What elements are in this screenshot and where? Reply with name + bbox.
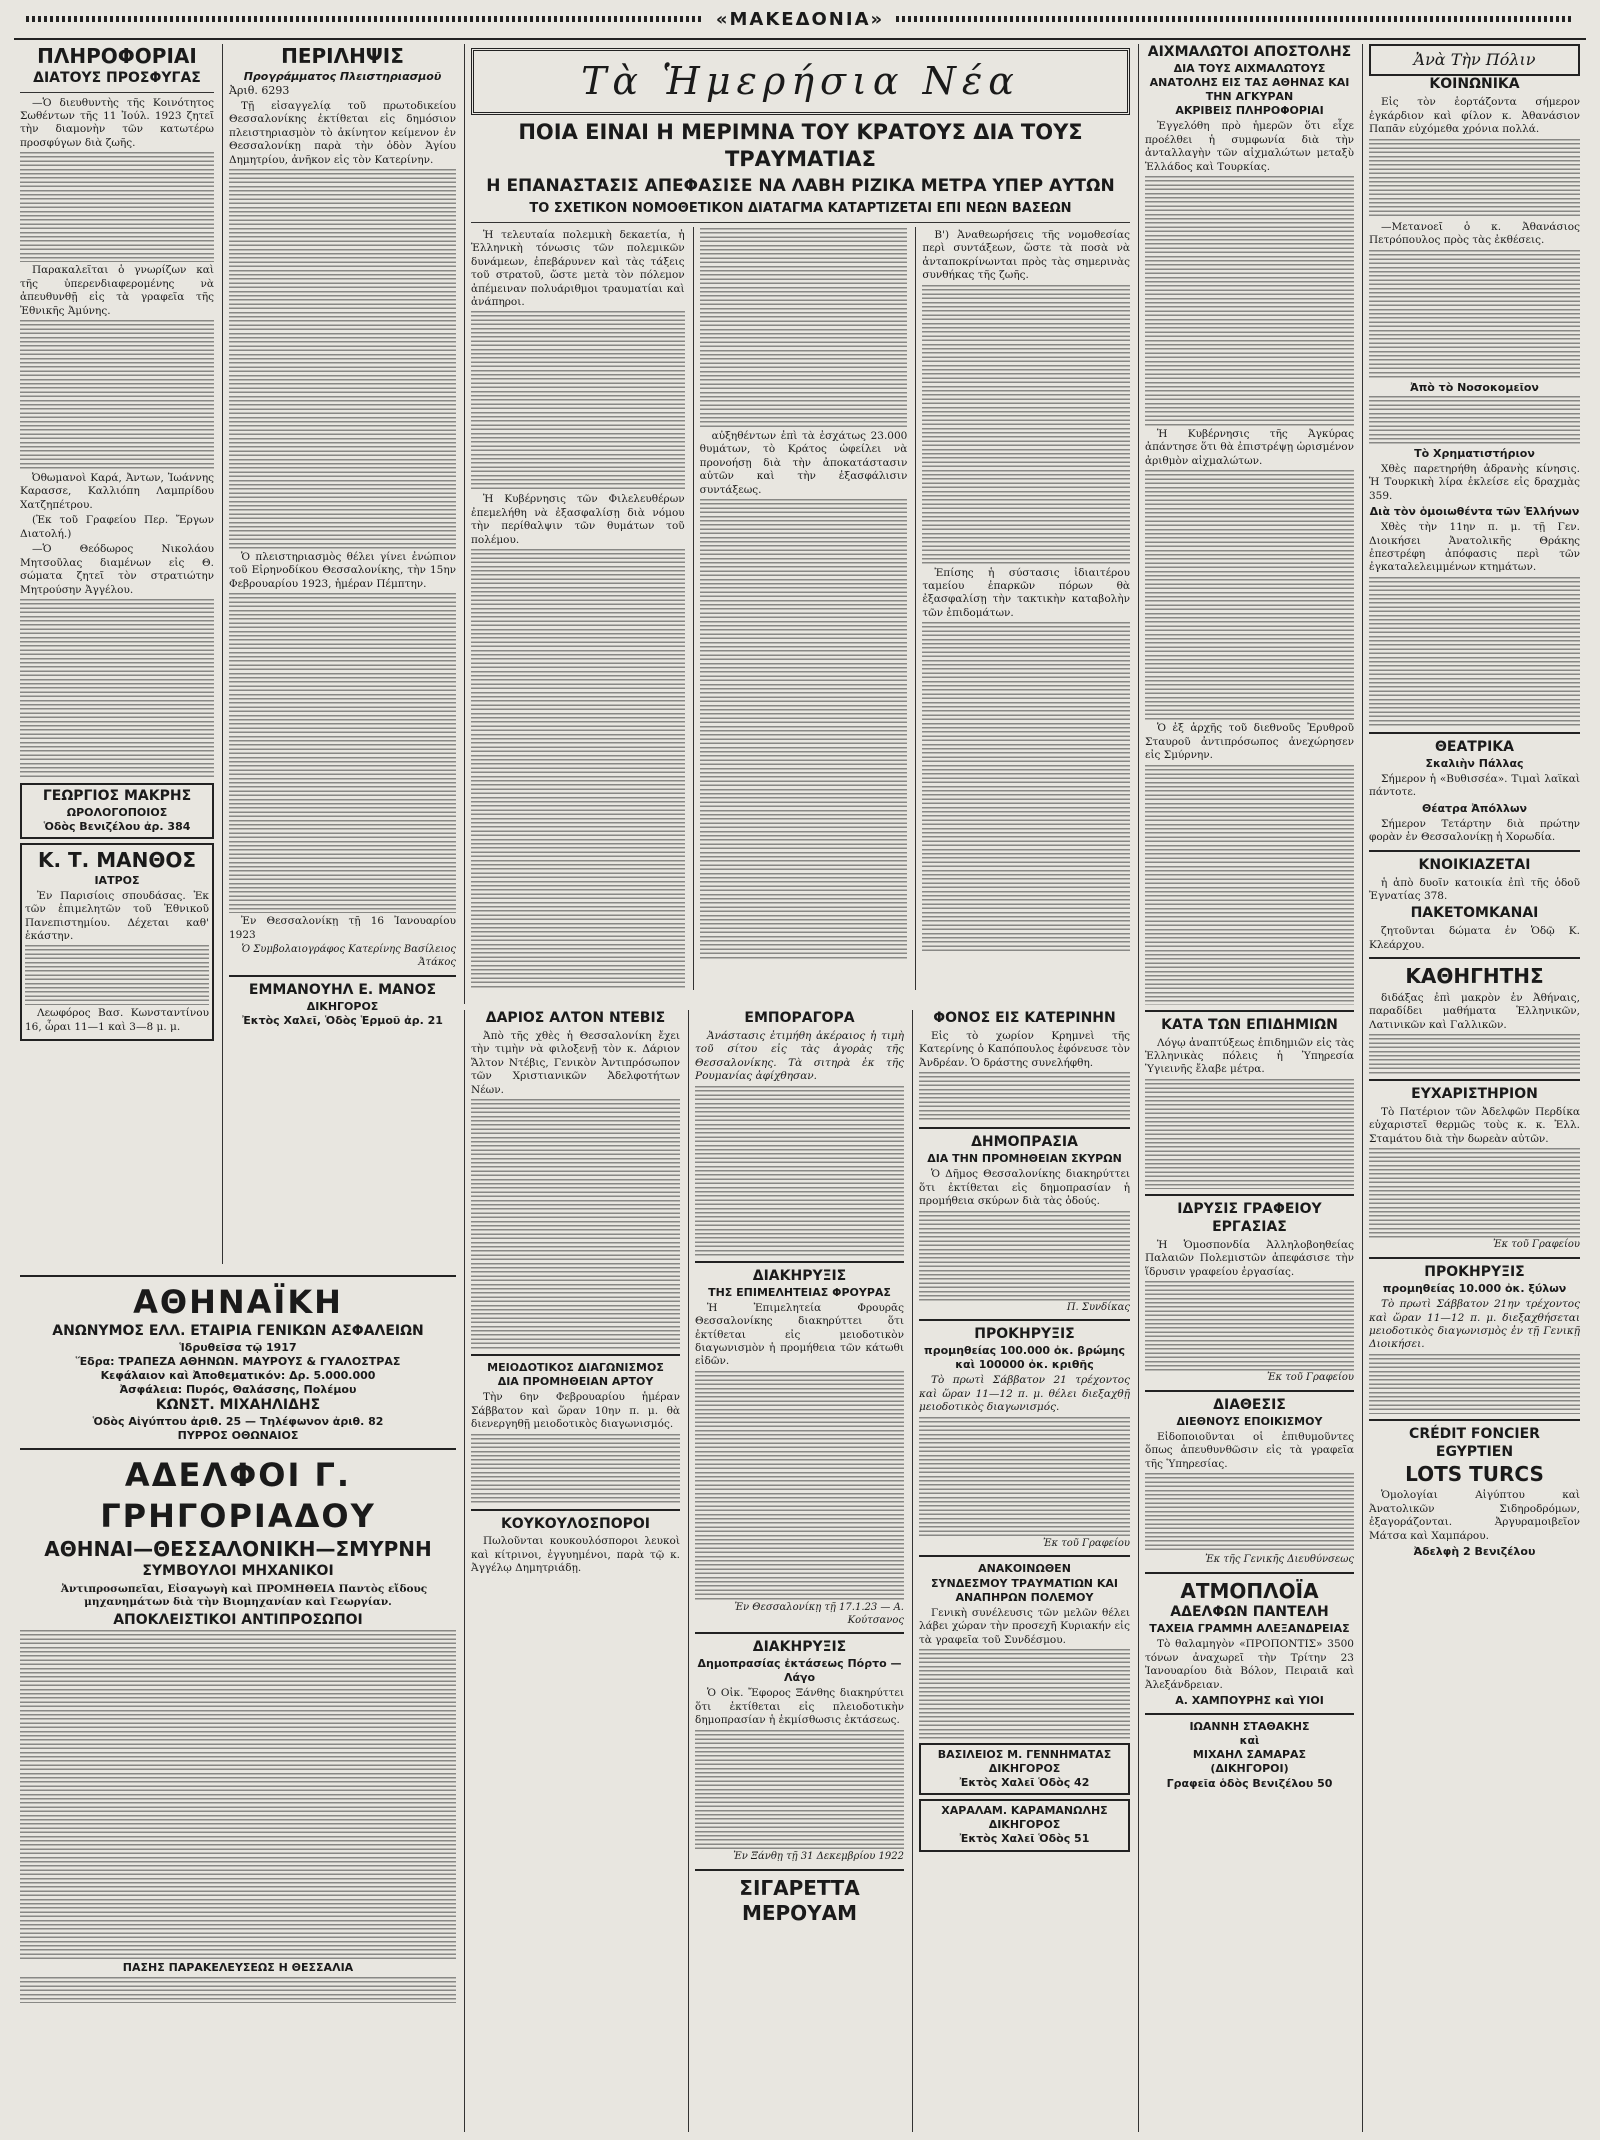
porto-lago-signature: Ἐν Ξάνθῃ τῇ 31 Δεκεμβρίου 1922 <box>733 1850 904 1862</box>
prisoners-subheading: ΔΙΑ ΤΟΥΣ ΑΙΧΜΑΛΩΤΟΥΣ ΑΝΑΤΟΛΗΣ ΕΙΣ ΤΑΣ ΑΘΗΝΑΣ ΚΑΙ ΤΗΝ ΑΓΚΥΡΑΝ <box>1149 61 1350 104</box>
wood-notice-amount: προμηθείας 10.000 ὀκ. ξύλων <box>1382 1282 1567 1296</box>
gravel-auction-signature: Π. Συνδίκας <box>1066 1301 1130 1313</box>
garrison-tender-heading: ΔΙΑΚΗΡΥΞΙΣ <box>752 1267 847 1284</box>
manthos-profession: ΙΑΤΡΟΣ <box>94 873 140 887</box>
theatre-1-name: Σκαλιὴν Πάλλας <box>1425 756 1524 770</box>
settlement-subheading: ΔΙΕΘΝΟΥΣ ΕΠΟΙΚΙΣΜΟΥ <box>1176 1414 1323 1428</box>
oats-notice-amount: προμηθείας 100.000 ὀκ. βρώμης καὶ 100000 ὀκ. κριθῆς <box>924 1344 1125 1372</box>
credit-foncier-address: Ἀδελφὴ 2 Βενιζέλου <box>1413 1545 1536 1559</box>
column-refugees <box>14 44 220 1264</box>
bread-tender-text: Τὴν 6ην Φεβρουαρίου ἡμέραν Σάββατον καὶ ὥραν 10ην π. μ. θὰ διενεργηθῇ μειοδοτικὸς διαγωνισμός. <box>471 1391 680 1431</box>
epidemics-heading: ΚΑΤΑ ΤΩΝ ΕΠΙΔΗΜΙΩΝ <box>1161 1016 1338 1033</box>
grigoriadou-name: ΑΔΕΛΦΟΙ Γ. ΓΡΗΓΟΡΙΑΔΟΥ <box>100 1456 376 1536</box>
news-body-col-1 <box>471 227 685 990</box>
refugees-heading: ΠΛΗΡΟΦΟΡΙΑΙ <box>37 44 197 68</box>
news-paragraph-1: Ἡ τελευταία πολεμικὴ δεκαετία, ἡ Ἑλληνικὴ τόνωσις τῶν πολεμικῶν δυνάμεων, ἐπεβάρυνεν καὶ τὰς τάξεις τοῦ στρατοῦ, ὥστε μετὰ τὸν πόλεμον ἀπέμειναν πολυάριθμοι τραυματίαι καὶ ἀνάπηροι. <box>471 228 685 308</box>
news-subheadline-2: ΤΟ ΣΧΕΤΙΚΟΝ ΝΟΜΟΘΕΤΙΚΟΝ ΔΙΑΤΑΓΜΑ ΚΑΤΑΡΤΙΖΕΤΑΙ ΕΠΙ ΝΕΩΝ ΒΑΣΕΩΝ <box>529 201 1072 217</box>
athinaiki-name: ΑΘΗΝΑΪΚΗ <box>133 1283 343 1321</box>
thanks-signature: Ἐκ τοῦ Γραφείου <box>1492 1239 1580 1251</box>
refugees-subheading: ΔΙΑΤΟΥΣ ΠΡΟΣΦΥΓΑΣ <box>33 69 201 86</box>
city-logo: Ἀνὰ Τὴν Πόλιν <box>1369 44 1580 76</box>
shipping-subheading: ΑΔΕΛΦΩΝ ΠΑΝΤΕΛΗ <box>1170 1604 1329 1621</box>
settlement-signature: Ἐκ τῆς Γενικῆς Διευθύνσεως <box>1205 1554 1354 1566</box>
labor-office-text: Ἡ Ὁμοσπονδία Ἀλληλοβοηθείας Παλαιῶν Πολεμιστῶν ἀπεφάσισε τὴν ἵδρυσιν γραφείου ἐργασίας. <box>1145 1238 1354 1278</box>
prisoners-text-2: Ἡ Κυβέρνησις τῆς Ἀγκύρας ἀπάντησε ὅτι θὰ ἐπιστρέψῃ ὡρισμένον ἀριθμὸν αἰχμαλώτων. <box>1145 427 1354 467</box>
theatre-heading: ΘΕΑΤΡΙΚΑ <box>1434 738 1514 755</box>
market-heading: ΕΜΠΟΡΑΓΟΡΑ <box>744 1010 855 1026</box>
manthos-text: Ἐν Παρισίοις σπουδάσας. Ἐκ τῶν ἐπιμελητῶν τοῦ Ἐθνικοῦ Πανεπιστημίου. Δέχεται καθ' ἑκάστην. <box>25 889 209 942</box>
athinaiki-agent: ΚΩΝΣΤ. ΜΙΧΑΗΛΙΔΗΣ <box>155 1397 321 1414</box>
news-paragraph-4: Β') Ἀναθεωρήσεις τῆς νομοθεσίας περὶ συντάξεων, ὥστε τὰ ποσὰ νὰ ἀνταποκρίνωνται πρὸς τὰς σημερινὰς συνθήκας τῆς ζωῆς. <box>922 228 1131 282</box>
veterans-announcement-text: Γενικὴ συνέλευσις τῶν μελῶν θέλει λάβει χώραν τὴν προσεχῆ Κυριακήν εἰς τὰ γραφεῖα τοῦ Συνδέσμου. <box>919 1606 1130 1646</box>
lots-turcs-heading: LOTS TURCS <box>1405 1461 1544 1486</box>
ad-gennimatas <box>919 1743 1130 1795</box>
murder-heading: ΦΟΝΟΣ ΕΙΣ ΚΑΤΕΡΙΝΗΝ <box>933 1010 1116 1026</box>
stathakis-name: ΙΩΑΝΝΗ ΣΤΑΘΑΚΗΣ <box>1189 1720 1310 1734</box>
page-grid <box>14 44 1586 2132</box>
masthead-rule-left <box>26 16 704 22</box>
silkworm-text: Πωλοῦνται κουκουλόσποροι λευκοὶ καὶ κίτρινοι, ἐγγυημένοι, παρὰ τῷ κ. Ἀγγέλῳ Δημητριάδῃ. <box>471 1535 680 1575</box>
grigoriadou-exclusive-reps: ΑΠΟΚΛΕΙΣΤΙΚΟΙ ΑΝΤΙΠΡΟΣΩΠΟΙ <box>113 1611 363 1628</box>
labor-office-heading: ΙΔΡΥΣΙΣ ΓΡΑΦΕΙΟΥ ΕΡΓΑΣΙΑΣ <box>1177 1200 1322 1235</box>
prisoners-subheading-2: ΑΚΡΙΒΕΙΣ ΠΛΗΡΟΦΟΡΙΑΙ <box>1175 104 1324 118</box>
refugees-text-3: Ὀθωμανοὶ Καρά, Ἀντων, Ἰωάννης Καρασσε, Καλλιόπη Λαμπρίδου Χατζηπέτρου. <box>20 472 214 511</box>
athinaiki-address: Ὁδὸς Αἰγύπτου ἀριθ. 25 — Τηλέφωνον ἀριθ. 82 <box>92 1415 384 1429</box>
refugees-text-1: —Ὁ διευθυντὴς τῆς Κοινότητος Σωθέντων τῆς 11 Ἰούλ. 1923 ζητεῖ τὴν διαμονὴν τῶν κατωτέρω προσφύγων διὰ ζωῆς. <box>20 96 214 149</box>
masthead-rule-right <box>896 16 1574 22</box>
bread-tender-heading: ΜΕΙΟΔΟΤΙΚΟΣ ΔΙΑΓΩΝΙΣΜΟΣ <box>487 1361 664 1375</box>
athinaiki-insurance-types: Ἀσφάλεια: Πυρός, Θαλάσσης, Πολέμου <box>119 1383 357 1397</box>
auction-text-1: Τῇ εἰσαγγελίᾳ τοῦ πρωτοδικείου Θεσσαλονίκης ἐκτίθεται εἰς δημόσιον πλειστηριασμὸν τὸ ἀκίνητον κείμενον ἐν Θεσσαλονίκῃ παρὰ τὴν ὁδὸν Ἁγίου Δημητρίου, ἀνῆκον εἰς τὸν Κατερίνην. <box>229 99 456 166</box>
refugees-text-4: (Ἐκ τοῦ Γραφείου Περ. Ἔργων Διατολή.) <box>20 514 214 540</box>
auction-signature: Ὁ Συμβολαιογράφος Κατερίνης Βασίλειος Ἀτάκος <box>241 944 456 968</box>
rooms-ad-text: ζητοῦνται δώματα ἐν Ὁδῷ Κ. Κλεάρχου. <box>1369 925 1580 951</box>
labor-office-signature: Ἐκ τοῦ Γραφείου <box>1266 1371 1354 1383</box>
rooms-ad-heading: ΠΑΚΕΤΟΜΚΑΝΑΙ <box>1410 905 1539 922</box>
news-body <box>471 227 1130 990</box>
gravel-auction-text: Ὁ Δῆμος Θεσσαλονίκης διακηρύττει ὅτι ἐκτίθεται εἰς δημοπρασίαν ἡ προμήθεια σκύρων διὰ τὰς ὁδούς. <box>919 1168 1130 1208</box>
refugees-text-5: —Ὁ Θεόδωρος Νικολάου Μητσοῦλας διαμένων εἰς Θ. σώματα ζητεῖ τὸν στρατιώτην Μητρούσην Ἀγγέλου. <box>20 543 214 596</box>
karamanolis-profession: ΔΙΚΗΓΟΡΟΣ <box>988 1818 1061 1832</box>
exchange-text: Χθὲς παρετηρήθη ἀδρανὴς κίνησις. Ἡ Τουρκικὴ λίρα ἐκλείσε εἰς δραχμὰς 359. <box>1369 462 1580 502</box>
athinaiki-capital: Κεφάλαιον καὶ Ἀποθεματικόν: Δρ. 5.000.000 <box>100 1369 376 1383</box>
news-paragraph-2: Ἡ Κυβέρνησις τῶν Φιλελευθέρων ἐπεμελήθη νὰ ἐξασφαλίσῃ διὰ νόμου τὴν περίθαλψιν τῶν θυμάτων τοῦ πολέμου. <box>471 493 685 546</box>
column-auction <box>222 44 462 1264</box>
teacher-ad-text: διδάξας ἐπὶ μακρὸν ἐν Ἀθήναις, παραδίδει μαθήματα Ἑλληνικῶν, Λατινικῶν καὶ Γαλλικῶν. <box>1369 991 1580 1031</box>
lawyers-address: Γραφεῖα ὁδὸς Βενιζέλου 50 <box>1166 1776 1333 1790</box>
garrison-tender-subheading: ΤΗΣ ΕΠΙΜΕΛΗΤΕΙΑΣ ΦΡΟΥΡΑΣ <box>708 1285 891 1299</box>
column-left-ads <box>14 1270 462 2132</box>
grigoriadou-bottom-line: ΠΑΣΗΣ ΠΑΡΑΚΕΛΕΥΣΕΩΣ Η ΘΕΣΣΑΛΙΑ <box>122 1961 354 1975</box>
prisoners-heading: ΑΙΧΜΑΛΩΤΟΙ ΑΠΟΣΤΟΛΗΣ <box>1147 44 1352 60</box>
samaras-name: ΜΙΧΑΗΛ ΣΑΜΑΡΑΣ <box>1192 1748 1307 1762</box>
greeks-text: Χθὲς τὴν 11ην π. μ. τῇ Γεν. Διοικήσει Ἀνατολικῆς Θράκης ἐπεστρέφη ἀπόφασις περὶ τῶν ἐγκαταλελειμμένων κτημάτων. <box>1369 521 1580 574</box>
news-body-col-2 <box>693 227 908 990</box>
makris-profession: ΩΡΟΛΟΓΟΠΟΙΟΣ <box>66 805 168 819</box>
news-subheadline-1: Η ΕΠΑΝΑΣΤΑΣΙΣ ΑΠΕΦΑΣΙΣΕ ΝΑ ΛΑΒΗ ΡΙΖΙΚΑ ΜΕΤΡΑ ΥΠΕΡ ΑΥΤΩΝ <box>486 176 1115 197</box>
greeks-heading: Διὰ τὸν ὁμοιωθέντα τῶν Ἑλλήνων <box>1369 505 1580 519</box>
theatre-1-text: Σήμερον ἡ «Βυθισσέα». Τιμαὶ λαϊκαὶ πάντοτε. <box>1369 772 1580 799</box>
social-text-2: —Μετανοεῖ ὁ κ. Ἀθανάσιος Πετρόπουλος πρὸς τὰς ἐκθέσεις. <box>1369 220 1580 247</box>
epidemics-text: Λόγῳ ἀναπτύξεως ἐπιδημιῶν εἰς τὰς Ἑλληνικὰς πόλεις ἡ Ὑπηρεσία Ὑγιεινῆς ἔλαβε μέτρα. <box>1145 1036 1354 1076</box>
lawyers-conjunction: καὶ <box>1239 1734 1260 1748</box>
gravel-auction-subheading: ΔΙΑ ΤΗΝ ΠΡΟΜΗΘΕΙΑΝ ΣΚΥΡΩΝ <box>927 1152 1122 1166</box>
daily-news-section <box>464 44 1136 1004</box>
news-paragraph-5: Ἐπίσης ἡ σύστασις ἰδιαιτέρου ταμείου ἐπαρκῶν πόρων θὰ ἐξασφαλίσῃ τὴν τακτικὴν καταβολὴν τῶν ἐπιδομάτων. <box>922 566 1131 619</box>
athinaiki-seat: Ἕδρα: ΤΡΑΠΕΖΑ ΑΘΗΝΩΝ. ΜΑΥΡΟΥΣ & ΓΥΑΛΟΣΤΡΑΣ <box>75 1354 401 1368</box>
shipping-line: ΤΑΧΕΙΑ ΓΡΑΜΜΗ ΑΛΕΞΑΝΔΡΕΙΑΣ <box>1149 1622 1350 1636</box>
garrison-tender-signature: Ἐν Θεσσαλονίκῃ τῇ 17.1.23 — Α. Κούτσανος <box>734 1601 904 1626</box>
veterans-announcement-subheading: ΣΥΝΔΕΣΜΟΥ ΤΡΑΥΜΑΤΙΩΝ ΚΑΙ ΑΝΑΠΗΡΩΝ ΠΟΛΕΜΟΥ <box>931 1576 1118 1604</box>
social-heading: ΚΟΙΝΩΝΙΚΑ <box>1429 76 1520 93</box>
wood-notice-heading: ΠΡΟΚΗΡΥΞΙΣ <box>1424 1264 1525 1281</box>
veterans-announcement-heading: ΑΝΑΚΟΙΝΩΘΕΝ <box>978 1562 1071 1576</box>
market-text: Ἀνάστασις ἐτιμήθη ἀκέραιος ἡ τιμὴ τοῦ σίτου εἰς τὰς ἀγορὰς τῆς Θεσσαλονίκης. Τὰ σιτηρὰ ἐκ τῆς Ρουμανίας ἀφίχθησαν. <box>695 1029 904 1083</box>
news-paragraph-3: αὐξηθέντων ἐπὶ τὰ ἐσχάτως 23.000 θυμάτων, τὸ Κράτος ὠφείλει νὰ προνοήσῃ διὰ τὴν ἀποκατάστασιν αὐτῶν καὶ τὴν ἐξασφάλισιν συντάξεως. <box>699 429 908 496</box>
shipping-heading: ΑΤΜΟΠΛΟΪΑ <box>1180 1578 1319 1603</box>
wood-notice-text: Τὸ πρωτὶ Σάββατον 21ην τρέχοντος καὶ ὥραν 11—12 π. μ. διεξαχθήσεται μειοδοτικὸς διαγωνισμὸς ἐν τῇ Γενικῇ Διοικήσει. <box>1369 1298 1580 1351</box>
gennimatas-address: Ἐκτὸς Χαλεῖ Ὁδὸς 42 <box>959 1776 1090 1790</box>
bread-tender-subheading: ΔΙΑ ΠΡΟΜΗΘΕΙΑΝ ΑΡΤΟΥ <box>497 1375 654 1389</box>
gravel-auction-heading: ΔΗΜΟΠΡΑΣΙΑ <box>971 1134 1078 1151</box>
oats-notice-text: Τὸ πρωτὶ Σάββατον 21 τρέχοντος καὶ ὥραν 11—12 π. μ. θέλει διεξαχθῇ μειοδοτικὸς διαγωνισμός. <box>919 1374 1130 1414</box>
rent-ad-heading: ΚΝΟΙΚΙΑΖΕΤΑΙ <box>1418 856 1531 873</box>
settlement-text: Εἰδοποιοῦνται οἱ ἐπιθυμοῦντες ὅπως ἀπευθυνθῶσιν εἰς τὰ γραφεῖα τῆς Ὑπηρεσίας. <box>1145 1430 1354 1470</box>
shipping-text: Τὸ θαλαμηγὸν «ΠΡΟΠΟΝΤΙΣ» 3500 τόνων ἀναχωρεῖ τὴν Τρίτην 23 Ἰανουαρίου διὰ Βόλον, Πειραιᾶ καὶ Ἀλεξάνδρειαν. <box>1145 1638 1354 1691</box>
news-headline: ΠΟΙΑ ΕΙΝΑΙ Η ΜΕΡΙΜΝΑ ΤΟΥ ΚΡΑΤΟΥΣ ΔΙΑ ΤΟΥΣ ΤΡΑΥΜΑΤΙΑΣ <box>518 119 1083 171</box>
grigoriadou-cities: ΑΘΗΝΑΙ—ΘΕΣΣΑΛΟΝΙΚΗ—ΣΜΥΡΝΗ <box>44 1537 432 1562</box>
masthead <box>14 0 1586 40</box>
gennimatas-name: ΒΑΣΙΛΕΙΟΣ Μ. ΓΕΝΝΗΜΑΤΑΣ <box>937 1748 1112 1762</box>
porto-lago-text: Ὁ Οἰκ. Ἔφορος Ξάνθης διακηρύττει ὅτι ἐκτίθεται εἰς πλειοδοτικὴν δημοπρασίαν ἡ ἐκμίσθωσις ἐκτάσεως. <box>695 1687 904 1727</box>
gennimatas-profession: ΔΙΚΗΓΟΡΟΣ <box>988 1762 1061 1776</box>
manos-name: ΕΜΜΑΝΟΥΗΛ Ε. ΜΑΝΟΣ <box>248 981 437 998</box>
makris-address: Ὁδὸς Βενιζέλου ἀρ. 384 <box>43 819 191 833</box>
auction-heading: ΠΕΡΙΛΗΨΙΣ <box>281 44 404 68</box>
thanks-heading: ΕΥΧΑΡΙΣΤΗΡΙΟΝ <box>1411 1086 1538 1103</box>
karamanolis-name: ΧΑΡΑΛΑΜ. ΚΑΡΑΜΑΝΩΛΗΣ <box>941 1804 1108 1818</box>
column-city <box>1362 44 1586 2132</box>
auction-text-2: Ὁ πλειστηριασμὸς θέλει γίνει ἐνώπιον τοῦ Εἰρηνοδίκου Θεσσαλονίκης, τὴν 15ην Φεβρουαρίου 1923, ἡμέραν Πέμπτην. <box>229 550 456 590</box>
exchange-heading: Τὸ Χρηματιστήριον <box>1414 446 1535 460</box>
auction-number: Ἀριθ. 6293 <box>229 83 290 97</box>
column-prisoners <box>1138 44 1360 2132</box>
murder-text: Εἰς τὸ χωρίον Κρημνεὶ τῆς Κατερίνης ὁ Καπόπουλος ἐφόνευσε τὸν Ἀνδρέαν. Ὁ δράστης συνελήφθη. <box>919 1029 1130 1069</box>
lawyers-profession: (ΔΙΚΗΓΟΡΟΙ) <box>1210 1762 1289 1776</box>
manthos-name: Κ. Τ. ΜΑΝΘΟΣ <box>37 848 197 872</box>
oats-notice-signature: Ἐκ τοῦ Γραφείου <box>1042 1537 1130 1549</box>
porto-lago-heading: ΔΙΑΚΗΡΥΞΙΣ <box>752 1639 847 1656</box>
auction-subheading: Προγράμματος Πλειστηριασμοῦ <box>243 69 442 83</box>
manos-address: Ἐκτὸς Χαλεῖ, Ὁδὸς Ἑρμοῦ ἀρ. 21 <box>242 1013 443 1027</box>
settlement-heading: ΔΙΑΘΕΣΙΣ <box>1213 1396 1286 1413</box>
darios-text: Ἀπὸ τῆς χθὲς ἡ Θεσσαλονίκη ἔχει τὴν τιμὴν νὰ φιλοξενῇ τὸν κ. Δάριον Ἄλτον Ντέβις, Γενικὸν Ἀντιπρόσωπον τῶν Χριστιανικῶν Ἀδελφοτήτων Νέων. <box>471 1029 680 1096</box>
shipping-agent: Α. ΧΑΜΠΟΥΡΗΣ καὶ ΥΙΟΙ <box>1175 1694 1324 1708</box>
garrison-tender-text: Ἡ Ἐπιμελητεία Φρουρᾶς Θεσσαλονίκης διακηρύττει ὅτι ἐκτίθεται εἰς μειοδοτικὸν διαγωνισμὸν ἡ προμήθεια τῶν κάτωθι εἰδῶν. <box>695 1301 904 1368</box>
daily-news-nameplate: Τὰ Ἡμερήσια Νέα <box>471 48 1130 115</box>
refugees-text-2: Παρακαλεῖται ὁ γνωρίζων καὶ τῆς ὑπερενδιαφερομένης νὰ ἀπευθυνθῇ εἰς τὰ γραφεῖα τῆς Ἐθνικῆς Ἀμύνης. <box>20 264 214 317</box>
oats-notice-heading: ΠΡΟΚΗΡΥΞΙΣ <box>974 1326 1075 1343</box>
ad-karamanolis <box>919 1799 1130 1851</box>
athinaiki-company: ΑΝΩΝΥΜΟΣ ΕΛΛ. ΕΤΑΙΡΙΑ ΓΕΝΙΚΩΝ ΑΣΦΑΛΕΙΩΝ <box>52 1322 424 1339</box>
news-body-col-3 <box>915 227 1130 990</box>
thanks-text: Τὸ Πατέριον τῶν Ἀδελφῶν Περδίκα εὐχαριστεῖ θερμῶς τοὺς κ. κ. Ἐλλ. Σταμάτου διὰ τὴν δωρεὰν αὐτῶν. <box>1369 1106 1580 1145</box>
rent-ad-text: ἡ ἀπὸ δυοῖν κατοικία ἐπὶ τῆς ὁδοῦ Ἐγνατίας 378. <box>1369 876 1580 903</box>
hospital-heading: Ἀπὸ τὸ Νοσοκομεῖον <box>1410 380 1539 394</box>
credit-foncier-text: Ὁμολογίαι Αἰγύπτου καὶ Ἀνατολικῶν Σιδηροδρόμων, ἐξαγοράζονται. Ἀργυραμοιβεῖον Μάτσα καὶ Χαμπάρου. <box>1369 1489 1580 1542</box>
column-murder <box>912 1010 1136 2132</box>
theatre-2-name: Θέατρα Ἀπόλλων <box>1421 801 1528 815</box>
credit-foncier-heading: CRÉDIT FONCIER EGYPTIEN <box>1409 1425 1540 1460</box>
makris-name: ΓΕΩΡΓΙΟΣ ΜΑΚΡΗΣ <box>42 787 192 804</box>
manos-profession: ΔΙΚΗΓΟΡΟΣ <box>306 999 379 1013</box>
grigoriadou-text: Ἀντιπροσωπεῖαι, Εἰσαγωγὴ καὶ ΠΡΟΜΗΘΕΙΑ Παντὸς εἴδους μηχανημάτων διὰ τὴν Βιομηχανίαν καὶ Γεωργίαν. <box>60 1582 428 1609</box>
column-darios <box>464 1010 686 2132</box>
column-market <box>688 1010 910 2132</box>
masthead-title: «ΜΑΚΕΔΟΝΙΑ» <box>715 8 885 30</box>
manthos-address: Λεωφόρος Βασ. Κωνσταντίνου 16, ὧραι 11—1 καὶ 3—8 μ. μ. <box>25 1007 209 1033</box>
darios-heading: ΔΑΡΙΟΣ ΑΛΤΟΝ ΝΤΕΒΙΣ <box>485 1010 666 1026</box>
prisoners-text-1: Ἐγγελόθη πρὸ ἡμερῶν ὅτι εἶχε προέλθει ἡ συμφωνία διὰ τὴν ἀνταλλαγὴν τῶν αἰχμαλώτων μεταξὺ Ἑλλάδος καὶ Τουρκίας. <box>1145 120 1354 173</box>
merouam-cigarettes: ΣΙΓΑΡΕΤΤΑ ΜΕΡΟΥΑΜ <box>739 1875 860 1926</box>
social-text-1: Εἰς τὸν ἑορτάζοντα σήμερον ἐγκάρδιον καὶ φίλον κ. Ἀθανάσιον Παπᾶν εὐχόμεθα χρόνια πολλά. <box>1369 96 1580 136</box>
karamanolis-address: Ἐκτὸς Χαλεῖ Ὁδὸς 51 <box>959 1832 1090 1846</box>
ad-manthos <box>20 843 214 1041</box>
prisoners-text-3: Ὁ ἐξ ἀρχῆς τοῦ διεθνοῦς Ἐρυθροῦ Σταυροῦ ἀντιπρόσωπος ἀνεχώρησεν εἰς Σμύρνην. <box>1145 722 1354 762</box>
theatre-2-text: Σήμερον Τετάρτην διὰ πρώτην φορὰν ἐν Θεσσαλονίκῃ ἡ Χορωδία. <box>1369 817 1580 844</box>
grigoriadou-role: ΣΥΜΒΟΥΛΟΙ ΜΗΧΑΝΙΚΟΙ <box>142 1562 334 1579</box>
teacher-ad-heading: ΚΑΘΗΓΗΤΗΣ <box>1405 964 1544 989</box>
ad-makris <box>20 783 214 839</box>
athinaiki-signatory: ΠΥΡΡΟΣ ΟΘΩΝΑΙΟΣ <box>177 1429 299 1443</box>
porto-lago-subheading: Δημοπρασίας ἐκτάσεως Πόρτο — Λάγο <box>697 1657 902 1685</box>
athinaiki-founded: Ἱδρυθεῖσα τῷ 1917 <box>179 1340 297 1354</box>
silkworm-heading: ΚΟΥΚΟΥΛΟΣΠΟΡΟΙ <box>500 1515 651 1532</box>
auction-date: Ἐν Θεσσαλονίκῃ τῇ 16 Ἰανουαρίου 1923 <box>229 915 456 941</box>
